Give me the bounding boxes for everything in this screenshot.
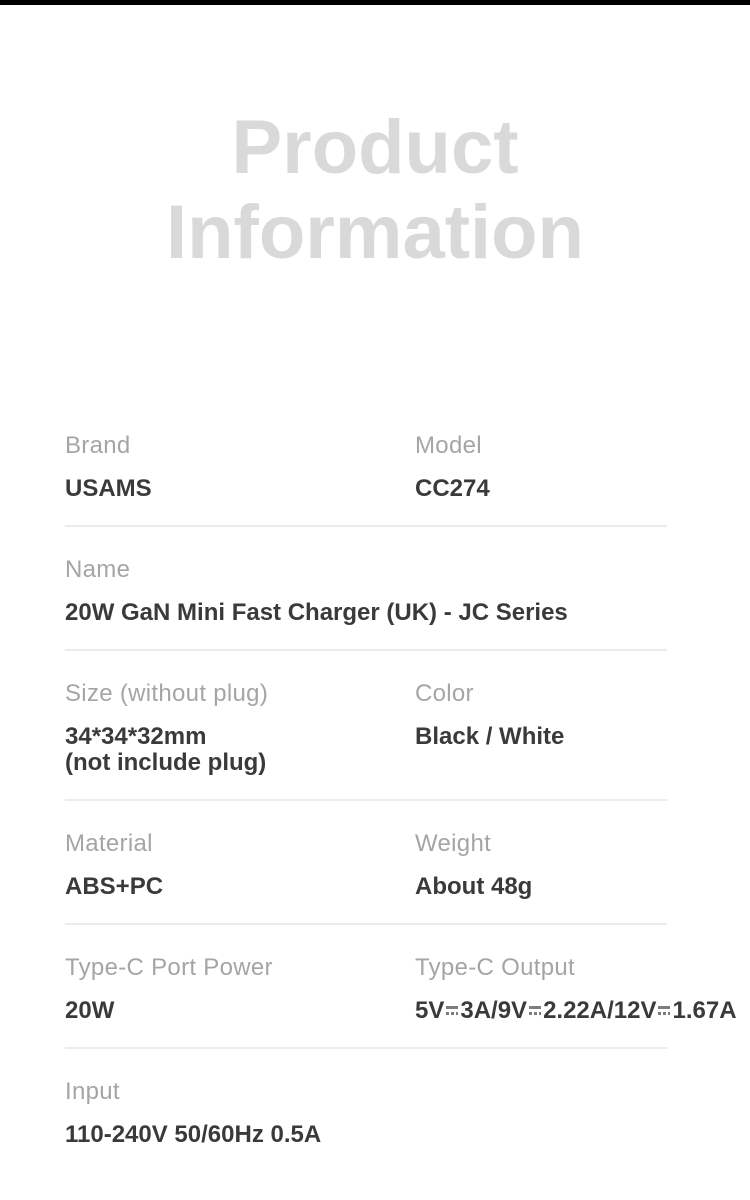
page-title-line1: Product bbox=[231, 105, 519, 190]
spec-label-output: Type-C Output bbox=[415, 954, 575, 981]
spec-value-color: Black / White bbox=[415, 723, 565, 750]
spec-value-input: 110-240V 50/60Hz 0.5A bbox=[65, 1121, 322, 1148]
spec-row-size-color bbox=[65, 651, 667, 801]
page-title-line2: Information bbox=[166, 190, 584, 275]
page-title bbox=[0, 105, 750, 275]
spec-label-material: Material bbox=[65, 830, 153, 857]
spec-cell-port-power bbox=[65, 955, 415, 1024]
spec-cell-input bbox=[65, 1079, 667, 1148]
spec-cell-name bbox=[65, 557, 667, 626]
spec-table bbox=[65, 403, 737, 1171]
spec-row-material-weight bbox=[65, 801, 667, 925]
dc-symbol bbox=[528, 1005, 542, 1017]
spec-cell-brand bbox=[65, 433, 415, 502]
spec-value-size-line2: (not include plug) bbox=[65, 749, 267, 776]
spec-value-model: CC274 bbox=[415, 475, 490, 502]
spec-cell-color bbox=[415, 681, 667, 776]
spec-label-brand: Brand bbox=[65, 432, 131, 459]
top-border-bar bbox=[0, 0, 750, 5]
spec-value-size-line1: 34*34*32mm bbox=[65, 723, 207, 750]
spec-cell-output bbox=[415, 955, 737, 1024]
spec-label-name: Name bbox=[65, 556, 131, 583]
spec-cell-size bbox=[65, 681, 415, 776]
spec-label-input: Input bbox=[65, 1078, 120, 1105]
spec-label-model: Model bbox=[415, 432, 482, 459]
spec-value-weight: About 48g bbox=[415, 873, 533, 900]
spec-label-size: Size (without plug) bbox=[65, 680, 269, 707]
spec-row-brand-model bbox=[65, 403, 667, 527]
spec-value-port-power: 20W bbox=[65, 997, 115, 1024]
spec-value-size bbox=[65, 724, 415, 776]
spec-cell-weight bbox=[415, 831, 667, 900]
spec-row-power-output bbox=[65, 925, 737, 1049]
spec-row-name bbox=[65, 527, 667, 651]
spec-cell-material bbox=[65, 831, 415, 900]
spec-value-brand: USAMS bbox=[65, 475, 152, 502]
spec-label-color: Color bbox=[415, 680, 474, 707]
dc-symbol bbox=[445, 1005, 459, 1017]
spec-row-input bbox=[65, 1049, 667, 1171]
spec-cell-model bbox=[415, 433, 667, 502]
spec-label-port-power: Type-C Port Power bbox=[65, 954, 273, 981]
spec-value-output: 5V 3A/9V 2.22A/12V 1.67A bbox=[415, 997, 737, 1024]
spec-value-material: ABS+PC bbox=[65, 873, 164, 900]
dc-symbol bbox=[657, 1005, 671, 1017]
spec-label-weight: Weight bbox=[415, 830, 492, 857]
spec-value-name: 20W GaN Mini Fast Charger (UK) - JC Series bbox=[65, 599, 568, 626]
